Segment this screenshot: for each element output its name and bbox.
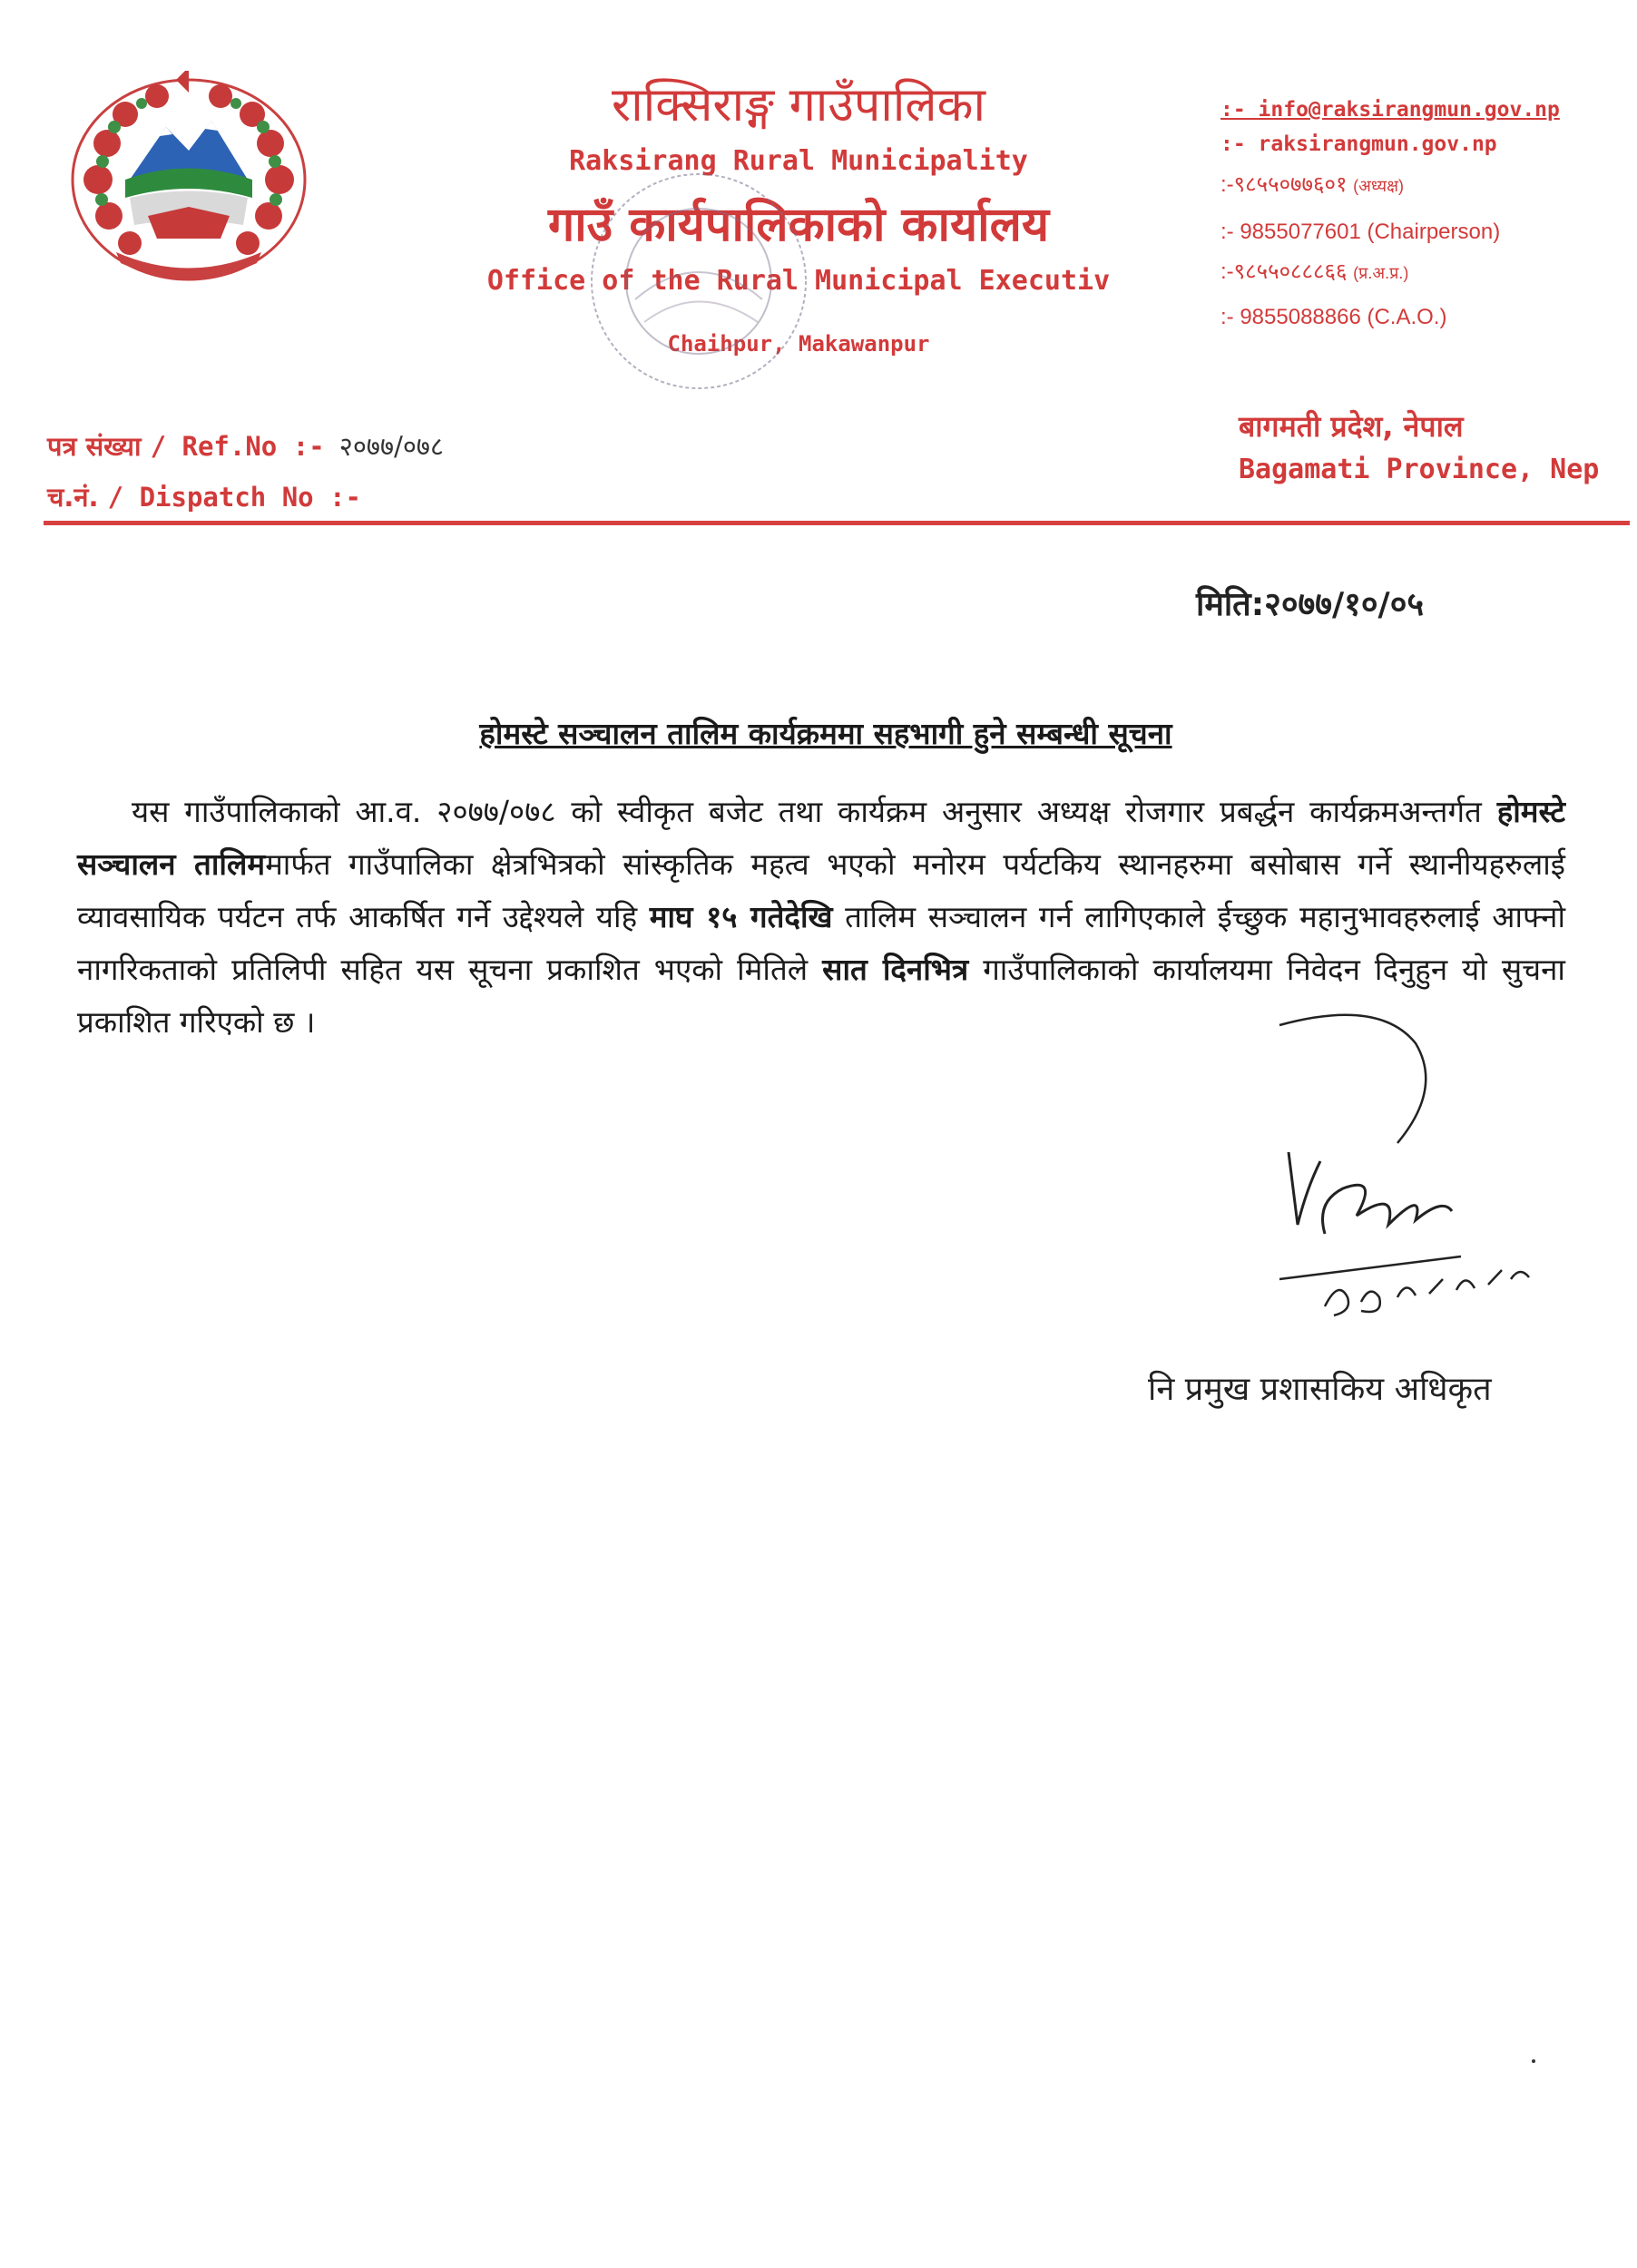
phone-cao-note: (प्र.अ.प्र.) bbox=[1353, 264, 1409, 282]
handwritten-signature bbox=[1270, 1007, 1597, 1352]
contact-phone-chair-nepali bbox=[1220, 169, 1404, 199]
office-name-english: Office of the Rural Municipal Executiv bbox=[486, 265, 1111, 297]
contact-website[interactable]: :- raksirangmun.gov.np bbox=[1220, 132, 1497, 156]
ref-value: २०७७/०७८ bbox=[338, 431, 445, 462]
municipality-name-english: Raksirang Rural Municipality bbox=[569, 145, 1028, 177]
body-text-2: मार्फत गाउँपालिका क्षेत्रभित्रको सांस्कृतिक महत्व भएको मनोरम पर्यटकिय स्थानहरुमा बसोबास गर्ने स्थानीयहरुलाई व्यावसायिक पर्यटन तर्फ आकर्षित गर्ने उद्देश्यले यहि bbox=[77, 846, 1565, 934]
letter-subject: होमस्टे सञ्चालन तालिम कार्यक्रममा सहभागी हुने सम्बन्धी सूचना bbox=[479, 716, 1172, 751]
ref-label-nepali: पत्र संख्या bbox=[47, 431, 142, 462]
province-nepali: बागमती प्रदेश, नेपाल bbox=[1239, 409, 1464, 444]
letter-date: मिति:२०७७/१०/०५ bbox=[1196, 586, 1425, 623]
contact-phone-chair-english: :- 9855077601 (Chairperson) bbox=[1220, 220, 1501, 244]
office-name-nepali: गाउँ कार्यपालिकाको कार्यालय bbox=[548, 198, 1049, 252]
office-address: Chaihpur, Makawanpur bbox=[667, 331, 930, 357]
body-bold-2: माघ १५ गतेदेखि bbox=[649, 899, 833, 934]
body-bold-3: सात दिनभित्र bbox=[822, 952, 969, 987]
phone-cao-nepali: :-९८५५०८८८६६ bbox=[1220, 259, 1348, 284]
phone-chair-nepali: :-९८५५०७७६०१ bbox=[1220, 172, 1348, 197]
contact-phone-cao-english: :- 9855088866 (C.A.O.) bbox=[1220, 305, 1447, 329]
office-seal-stamp bbox=[581, 163, 817, 399]
signatory-title: नि प्रमुख प्रशासकिय अधिकृत bbox=[1148, 1371, 1492, 1408]
dispatch-number bbox=[47, 479, 361, 514]
body-text-4: गाउँपालिकाको कार्यालयमा निवेदन दिनुहुन यो सुचना प्रकाशित गरिएको छ । bbox=[77, 952, 1565, 1040]
province-english: Bagamati Province, Nep bbox=[1239, 454, 1600, 485]
nepal-emblem-logo bbox=[62, 71, 316, 288]
dispatch-label-english: / Dispatch No :- bbox=[107, 482, 362, 513]
ref-label-english: / Ref.No :- bbox=[150, 431, 325, 462]
phone-chair-note: (अध्यक्ष) bbox=[1353, 177, 1404, 195]
dispatch-label-nepali: च.नं. bbox=[47, 482, 99, 513]
body-bold-1: होमस्टे सञ्चालन तालिम bbox=[77, 794, 1565, 882]
body-text-3: तालिम सञ्चालन गर्न लागिएकाले ईच्छुक महानुभावहरुलाई आफ्नो नागरिकताको प्रतिलिपी सहित यस सूचना प्रकाशित भएको मितिले bbox=[77, 899, 1565, 987]
contact-email[interactable]: :- info@raksirangmun.gov.np bbox=[1220, 98, 1560, 122]
reference-number bbox=[47, 428, 444, 464]
scan-speck bbox=[1532, 2059, 1535, 2063]
header-divider bbox=[44, 521, 1630, 525]
contact-phone-cao-nepali bbox=[1220, 256, 1408, 286]
body-text-1: यस गाउँपालिकाको आ.व. २०७७/०७८ को स्वीकृत बजेट तथा कार्यक्रम अनुसार अध्यक्ष रोजगार प्रबर्द्धन कार्यक्रमअन्तर्गत bbox=[132, 794, 1497, 829]
municipality-name-nepali: राक्सिराङ्ग गाउँपालिका bbox=[612, 78, 985, 132]
